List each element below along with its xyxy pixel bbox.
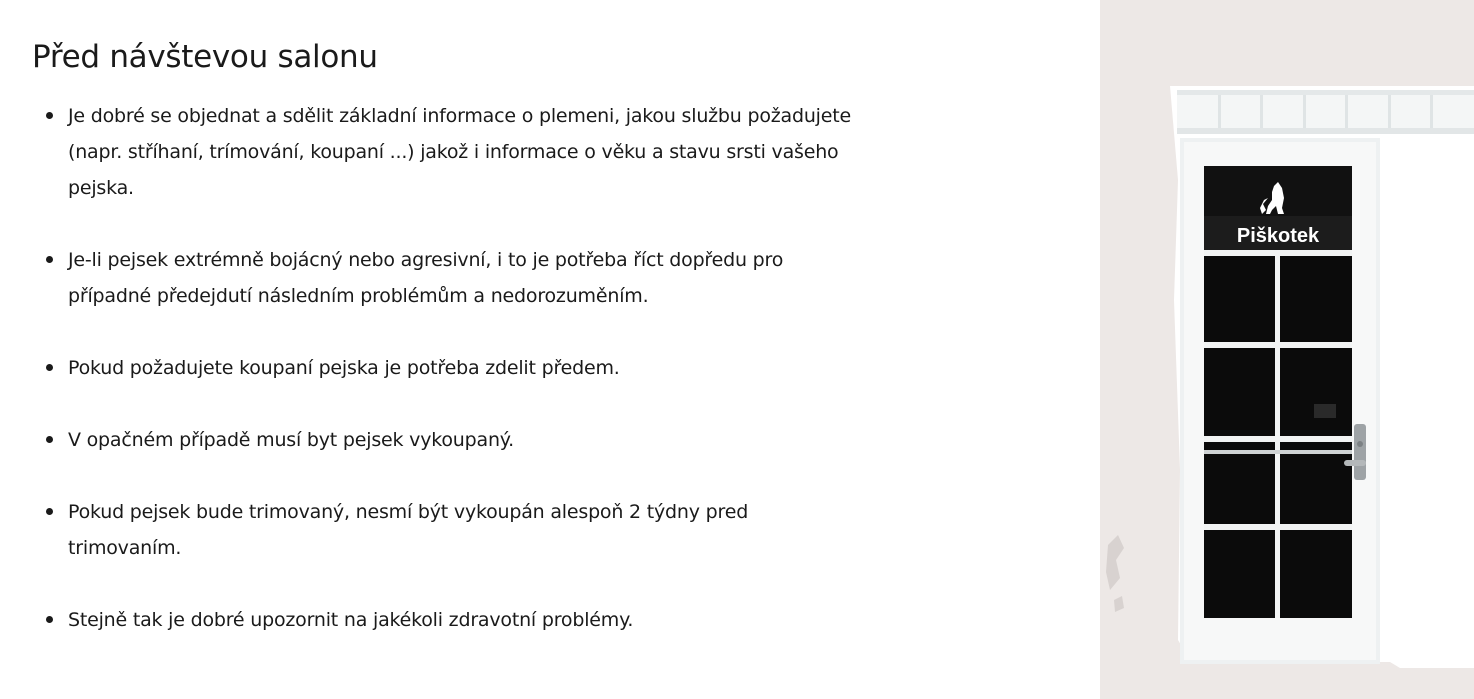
tips-list [32, 98, 852, 638]
section-title: Před návštevou salonu [32, 39, 378, 75]
list-item: V opačném případě musí byt pejsek vykoupaný. [32, 422, 852, 458]
list-item: Je dobré se objednat a sdělit základní informace o plemeni, jakou službu požadujete (napr. stříhaní, trímování, koupaní ...) jakož i informace o věku a stavu srsti vašeho pejska. [32, 98, 852, 206]
door-illustration [1100, 0, 1474, 699]
list-item: Pokud pejsek bude trimovaný, nesmí být vykoupán alespoň 2 týdny pred trimovaním. [32, 494, 852, 566]
info-section [32, 30, 852, 638]
sign-text: Piškotek [1236, 225, 1320, 247]
salon-door-image [1100, 0, 1474, 699]
list-item: Je-li pejsek extrémně bojácný nebo agresivní, i to je potřeba říct dopředu pro případné předejdutí následním problémům a nedorozuměním. [32, 242, 852, 314]
list-item: Pokud požadujete koupaní pejska je potřeba zdelit předem. [32, 350, 852, 386]
list-item: Stejně tak je dobré upozornit na jakékoli zdravotní problémy. [32, 602, 852, 638]
